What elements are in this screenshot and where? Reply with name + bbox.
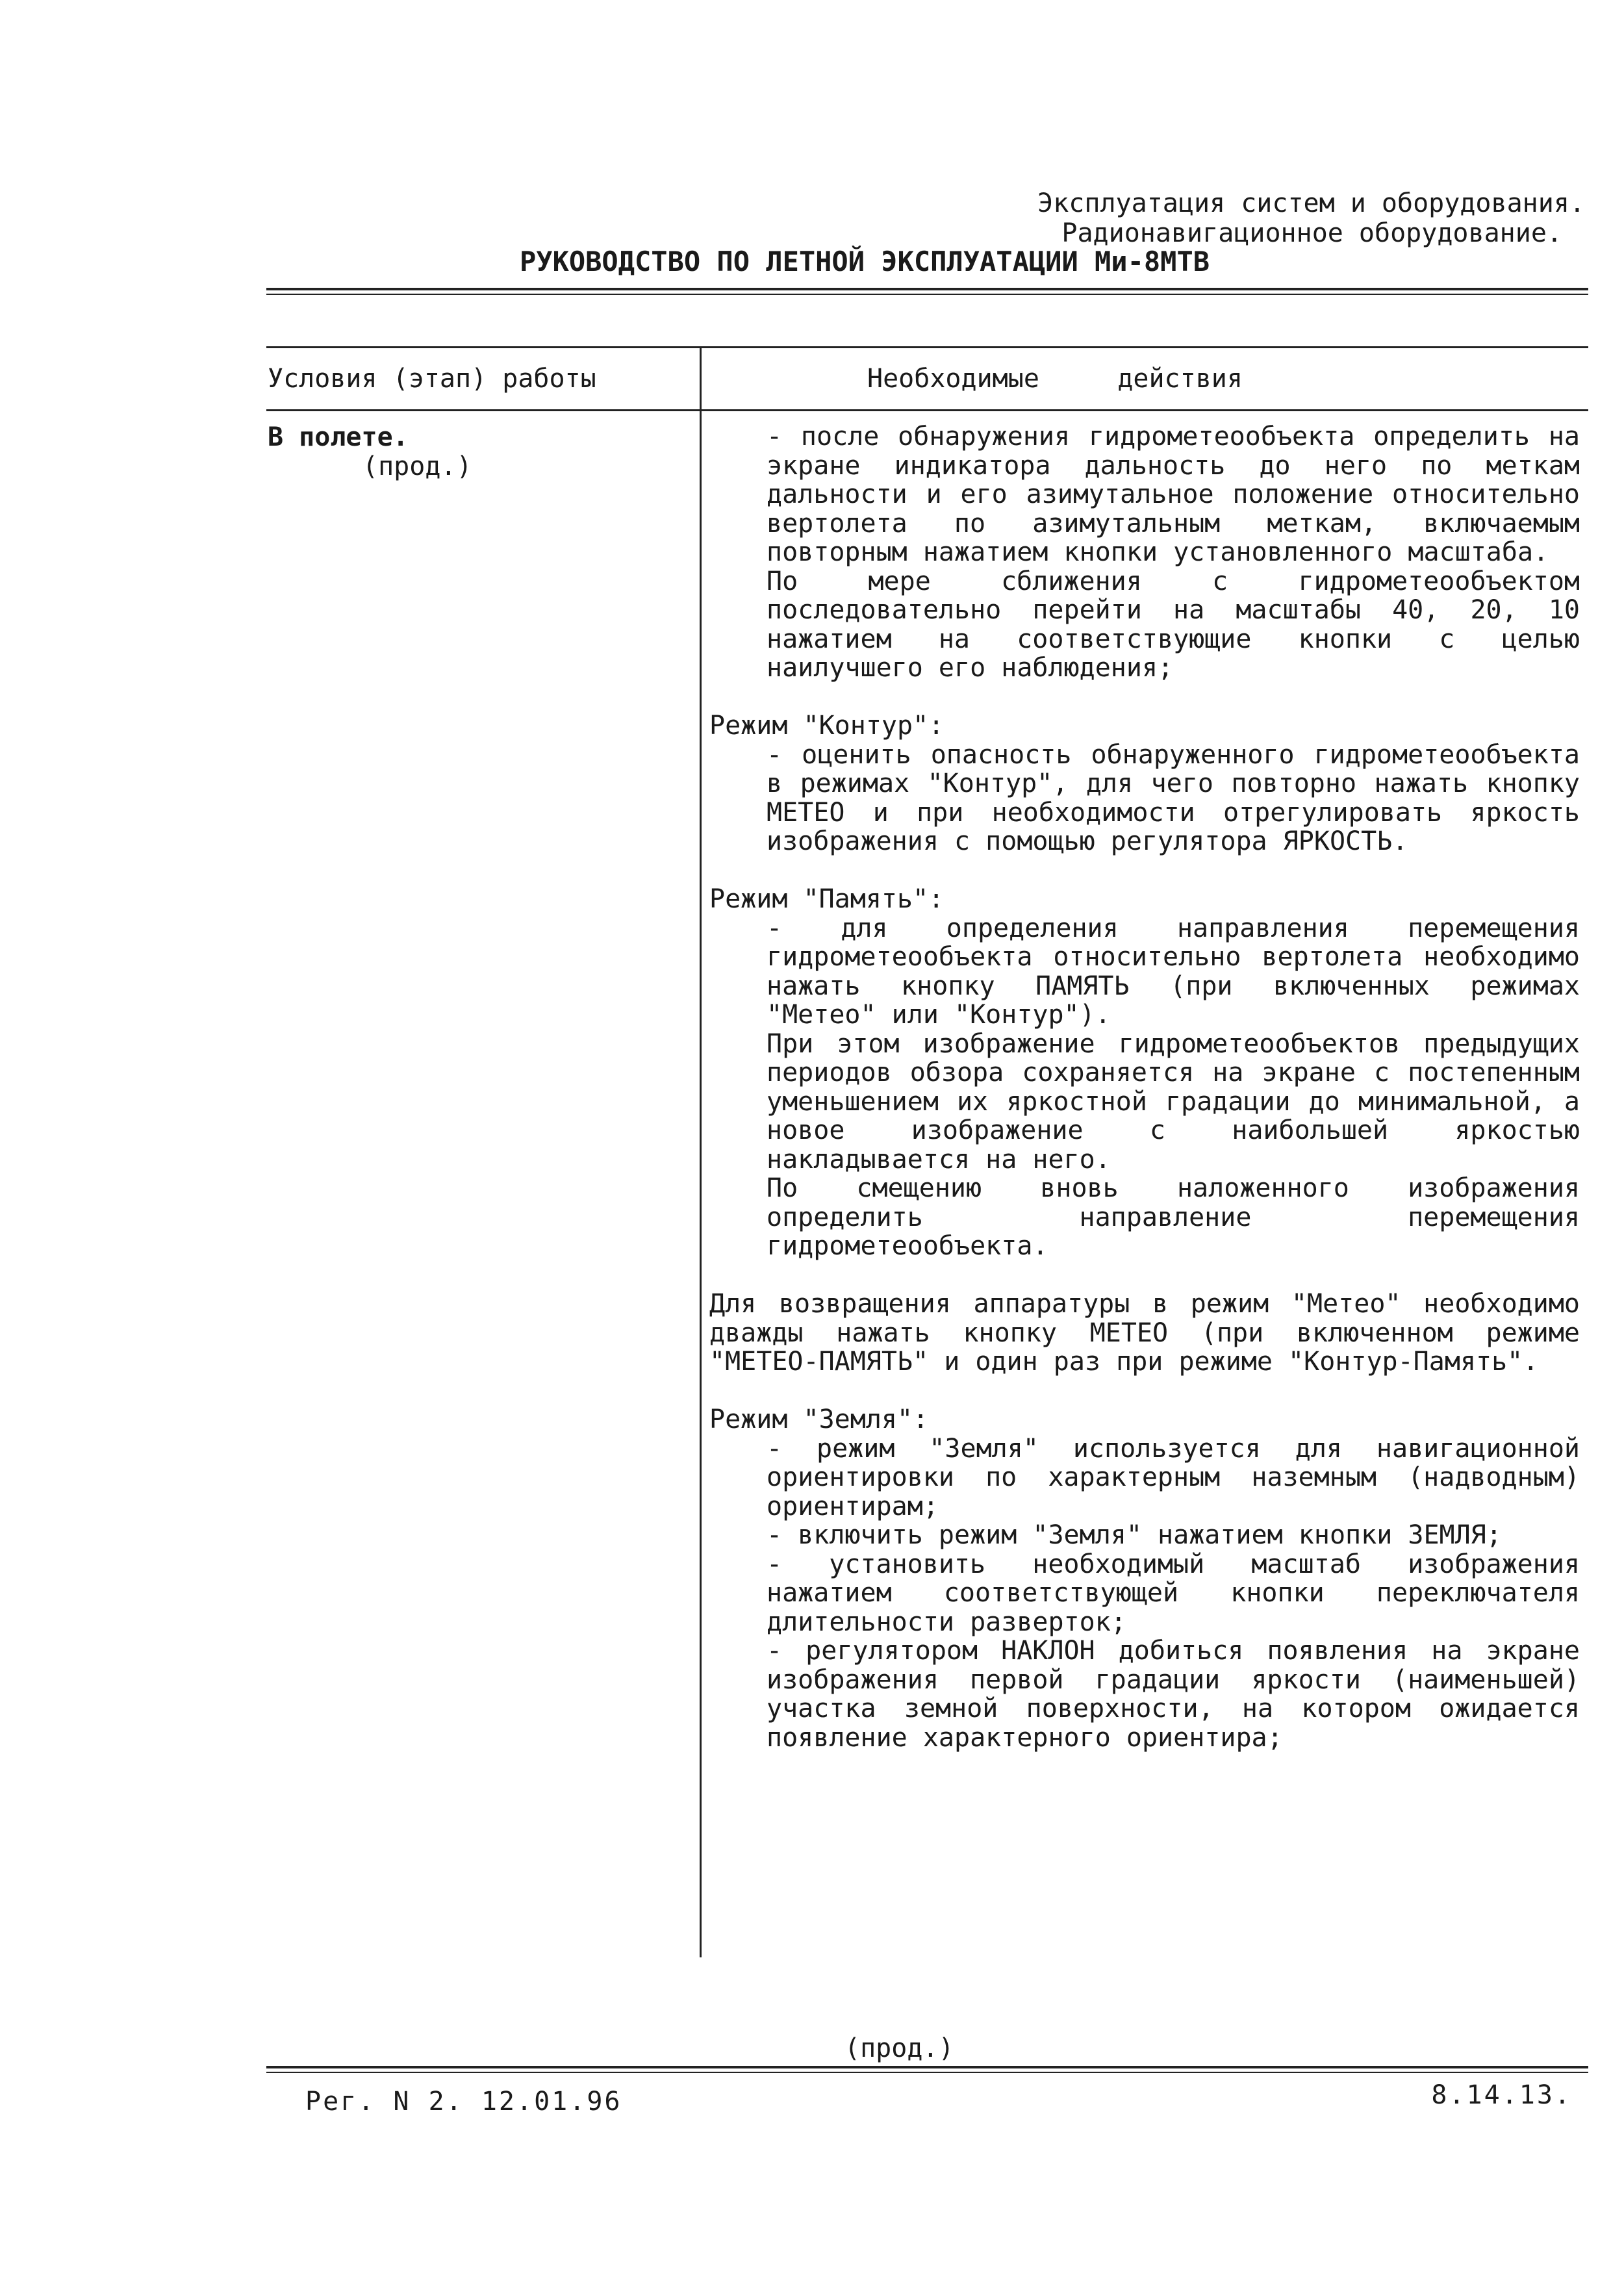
action-paragraph: Для возвращения аппаратуры в режим "Метео" необходимо дважды нажать кнопку МЕТЕО (при включенном режиме "МЕТЕО-ПАМЯТЬ" и один раз при режиме "Контур-Память". — [709, 1289, 1596, 1377]
action-paragraph: При этом изображение гидрометеообъектов предыдущих периодов обзора сохраняется на экране с постепенным уменьшением их яркостной градации до минимальной, а новое изображение с наибольшей яркостью накладывается на него. — [767, 1028, 1596, 1175]
action-paragraph: - установить необходимый масштаб изображения нажатием соответствующей кнопки переключателя длительности разверток; — [767, 1549, 1596, 1637]
footer-rule-thick — [266, 2066, 1588, 2068]
action-paragraph: По смещению вновь наложенного изображения определить направление перемещения гидрометеообъекта. — [767, 1173, 1596, 1261]
header-rule-thick — [266, 288, 1588, 290]
section-ground-mode — [709, 1405, 1596, 1753]
section-contour-mode — [709, 711, 1596, 856]
continued-note: (прод.) — [844, 2033, 954, 2063]
column-header-conditions: Условия (этап) работы — [268, 364, 596, 394]
action-paragraph: По мере сближения с гидрометеообъектом последовательно перейти на масштабы 40, 20, 10 нажатием на соответствующие кнопки с целью наилучшего его наблюдения; — [767, 566, 1596, 683]
column-header-actions: Необходимые действия — [867, 364, 1243, 394]
header-rule-thin — [266, 294, 1588, 295]
page-number: 8.14.13. — [1431, 2080, 1572, 2110]
action-paragraph: - режим "Земля" используется для навигационной ориентировки по характерным наземным (надводным) ориентирам; — [767, 1433, 1596, 1521]
header-subsection-line: Радионавигационное оборудование. — [1061, 218, 1562, 248]
document-title: РУКОВОДСТВО ПО ЛЕТНОЙ ЭКСПЛУАТАЦИИ Ми-8МТВ — [520, 246, 1210, 277]
table-top-rule — [266, 346, 1588, 348]
section-title: Режим "Земля": — [709, 1405, 929, 1434]
actions-column — [709, 422, 1596, 1753]
footer-rule-thin — [266, 2072, 1588, 2073]
condition-label: В полете. — [268, 422, 409, 452]
action-paragraph: - регулятором НАКЛОН добиться появления на экране изображения первой градации яркости (наименьшей) участка земной поверхности, на котором ожидается появление характерного ориентира; — [767, 1636, 1596, 1753]
registration-number: Рег. N 2. 12.01.96 — [305, 2087, 622, 2117]
column-divider — [700, 346, 702, 1957]
section-memory-mode — [709, 884, 1596, 1377]
section-title: Режим "Память": — [709, 884, 945, 914]
action-paragraph: - после обнаружения гидрометеообъекта определить на экране индикатора дальность до него по меткам дальности и его азимутальное положение относительно вертолета по азимутальным меткам, включаемым повторным нажатием кнопки установленного масштаба. — [767, 422, 1596, 567]
header-section-line: Эксплуатация систем и оборудования. — [1037, 188, 1585, 218]
table-header-rule — [266, 409, 1588, 411]
action-paragraph: - для определения направления перемещения гидрометеообъекта относительно вертолета необходимо нажать кнопку ПАМЯТЬ (при включенных режимах "Метео" или "Контур"). — [767, 913, 1596, 1030]
action-paragraph: - оценить опасность обнаруженного гидрометеообъекта в режимах "Контур", для чего повторно нажать кнопку МЕТЕО и при необходимости отрегулировать яркость изображения с помощью регулятора ЯРКОСТЬ. — [767, 739, 1596, 856]
action-paragraph: - включить режим "Земля" нажатием кнопки ЗЕМЛЯ; — [767, 1520, 1502, 1550]
section-detection — [709, 422, 1596, 683]
condition-continued: (прод.) — [362, 452, 472, 481]
section-title: Режим "Контур": — [709, 711, 945, 741]
